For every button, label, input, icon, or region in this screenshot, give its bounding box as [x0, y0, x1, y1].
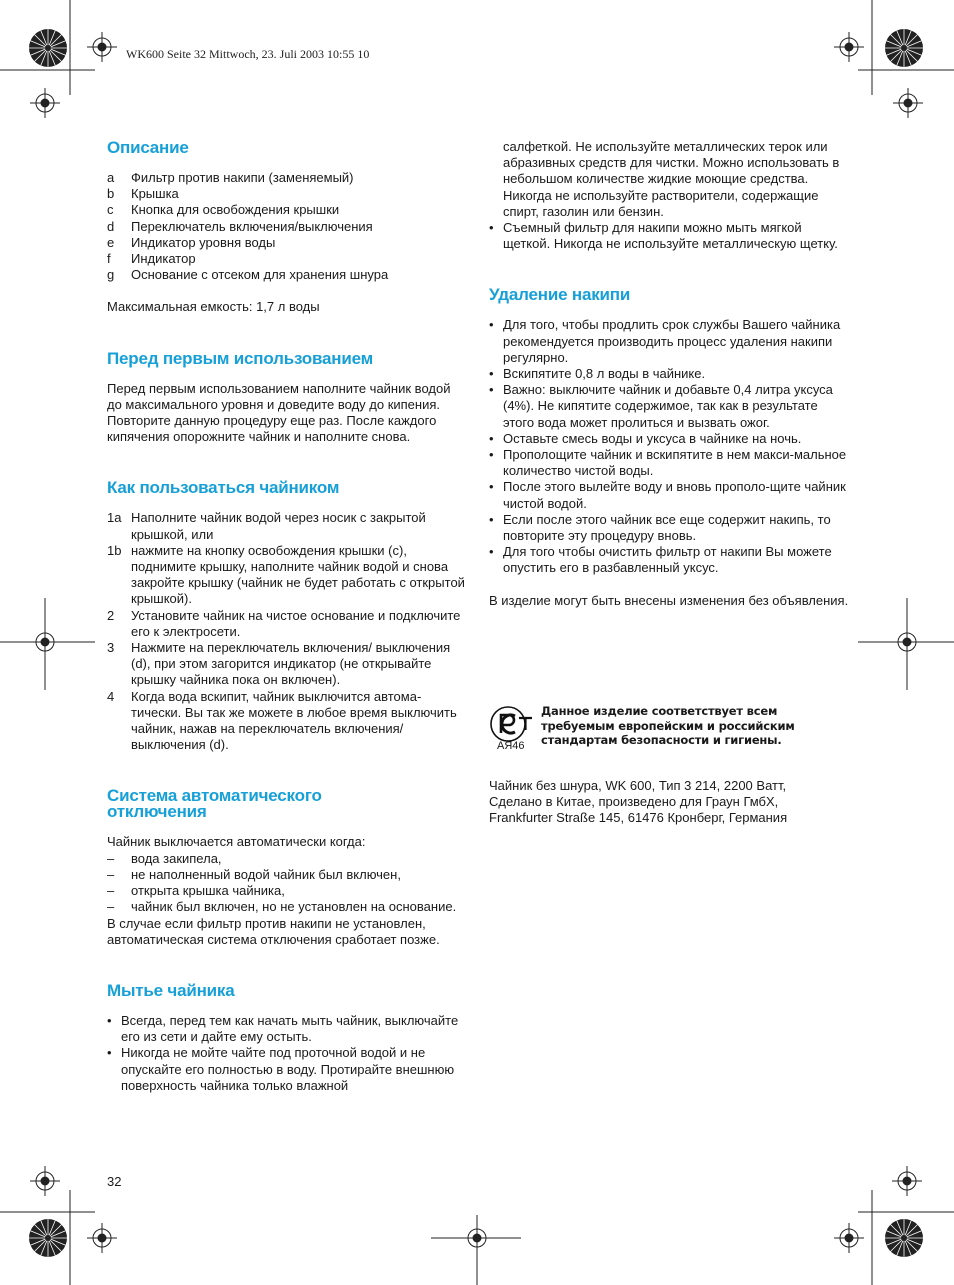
- section-title-how-to-use: Как пользоваться чайником: [107, 478, 340, 498]
- certification-code: АЯ46: [497, 740, 525, 752]
- list-item: • Вскипятите 0,8 л воды в чайнике.: [489, 366, 706, 382]
- list-item: c Кнопка для освобождения крышки: [107, 202, 340, 218]
- list-item: e Индикатор уровня воды: [107, 234, 276, 250]
- product-info-line: Сделано в Китае, произведено для Граун ГмбХ,: [489, 794, 779, 810]
- section-descaling: [489, 287, 849, 608]
- product-info-line: Frankfurter Straße 145, 61476 Кронберг, Германия: [489, 810, 788, 826]
- page-number: 32: [107, 1174, 122, 1189]
- gost-certification-icon: [489, 705, 535, 743]
- registration-mark-right-lower: [892, 1166, 922, 1196]
- list-item: • Съемный фильтр для накипи можно мыть мягкой щеткой. Никогда не используйте металлическую щетку.: [489, 220, 838, 252]
- starburst-mark-bottom-right: [884, 1218, 924, 1258]
- registration-mark-top-left: [87, 32, 117, 62]
- list-item: d Переключатель включения/выключения: [107, 218, 373, 234]
- registration-mark-left-lower: [30, 1166, 60, 1196]
- registration-mark-right-upper: [893, 88, 923, 118]
- auto-off-outro: В случае если фильтр против накипи не установлен, автоматическая система отключения сработает позже.: [107, 915, 440, 947]
- section-auto-off: [107, 788, 467, 947]
- list-item: • Если после этого чайник все еще содержит накипь, то повторите эту процедуру вновь.: [489, 511, 831, 544]
- list-item: – открыта крышка чайника,: [107, 883, 285, 899]
- registration-mark-left-middle: [30, 627, 60, 657]
- starburst-mark-top-left: [28, 28, 68, 68]
- registration-mark-right-middle: [892, 627, 922, 657]
- section-how-to-use: [107, 480, 467, 753]
- starburst-mark-top-right: [884, 28, 924, 68]
- list-item: – чайник был включен, но не установлен на основание.: [107, 899, 457, 915]
- registration-mark-bottom-left: [87, 1223, 117, 1253]
- list-item: • После этого вылейте воду и вновь прополо-щите чайник чистой водой.: [489, 479, 846, 511]
- list-item: 2 Установите чайник на чистое основание и подключите его к электросети.: [107, 607, 461, 639]
- parts-list: [107, 170, 467, 283]
- section-title-description: Описание: [107, 138, 189, 157]
- starburst-mark-bottom-left: [28, 1218, 68, 1258]
- list-item: g Основание с отсеком для хранения шнура: [107, 267, 389, 283]
- list-item: • Никогда не мойте чайте под проточной водой и не опускайте его полностью в воду. Протирайте внешнюю поверхность чайника только влажной: [107, 1045, 455, 1093]
- registration-mark-bottom-right: [834, 1223, 864, 1253]
- list-item: f Индикатор: [107, 251, 196, 267]
- list-item: 1a Наполните чайник водой через носик с закрытой крышкой, или: [107, 510, 426, 542]
- list-item: • Для того чтобы очистить фильтр от накипи Вы можете опустить его в разбавленный уксус.: [489, 544, 832, 576]
- auto-off-intro: Чайник выключается автоматически когда:: [107, 834, 366, 850]
- product-info: [489, 778, 849, 827]
- certification-text: Данное изделие соответствует всем требуемым европейским и российским стандартам безопасности и гигиены.: [541, 704, 795, 747]
- section-title-auto-off: Система автоматического отключения: [107, 786, 322, 822]
- section-title-first-use: Перед первым использованием: [107, 348, 374, 368]
- list-item: a Фильтр против накипи (заменяемый): [107, 170, 354, 185]
- changes-notice: В изделие могут быть внесены изменения без объявления.: [489, 592, 849, 608]
- print-header: WK600 Seite 32 Mittwoch, 23. Juli 2003 10:55 10: [126, 47, 370, 61]
- section-first-use: [107, 348, 467, 446]
- list-item: 1b нажмите на кнопку освобождения крышки (c), поднимите крышку, наполните чайник водой и снова закройте крышку (чайник не будет работать с открытой крышкой).: [107, 542, 465, 607]
- left-column: [107, 140, 467, 1094]
- section-title-descaling: Удаление накипи: [489, 285, 631, 305]
- list-item: • Для того, чтобы продлить срок службы Вашего чайника рекомендуется производить процесс удаления накипи регулярно.: [489, 317, 841, 365]
- registration-mark-top-right: [834, 32, 864, 62]
- section-title-cleaning: Мытье чайника: [107, 980, 235, 1000]
- capacity-text: Максимальная емкость: 1,7 л воды: [107, 299, 320, 315]
- first-use-text: Перед первым использованием наполните чайник водой до максимального уровня и доведите воду до кипения. Повторите данную процедуру еще раз. После каждого кипячения опорожните чайник и наполните снова.: [107, 380, 451, 445]
- section-cleaning: [107, 980, 467, 1094]
- cleaning-continued: салфеткой. Не используйте металлических терок или абразивных средств для чистки. Можно использовать в небольшом количестве жидкие моющие средства. Никогда не используйте растворители, содержащие спирт, газолин или бензин.: [503, 139, 840, 219]
- list-item: • Важно: выключите чайник и добавьте 0,4 литра уксуса (4%). Не кипятите содержимое, так как в результате этого вода может пролиться и вызвать ожог.: [489, 382, 833, 430]
- list-item: • Прополощите чайник и вскипятите в нем макси-мальное количество чистой воды.: [489, 447, 847, 479]
- product-info-line: Чайник без шнура, WK 600, Тип 3 214, 2200 Ватт,: [489, 778, 787, 793]
- list-item: b Крышка: [107, 186, 179, 202]
- list-item: – вода закипела,: [107, 850, 222, 866]
- section-description: [107, 140, 467, 316]
- list-item: – не наполненный водой чайник был включен,: [107, 866, 401, 882]
- registration-mark-bottom-center: [462, 1223, 492, 1253]
- list-item: • Всегда, перед тем как начать мыть чайник, выключайте его из сети и дайте ему остыть.: [107, 1012, 459, 1045]
- list-item: 4 Когда вода вскипит, чайник выключится автома-тически. Вы так же можете в любое время выключить чайник, нажав на переключатель включения/выключения (d).: [107, 688, 457, 753]
- right-column: [489, 139, 849, 609]
- list-item: • Оставьте смесь воды и уксуса в чайнике на ночь.: [489, 430, 802, 446]
- list-item: 3 Нажмите на переключатель включения/ выключения (d), при этом загорится индикатор (не открывайте крышку чайника пока он включен).: [107, 640, 451, 688]
- registration-mark-left-upper: [30, 88, 60, 118]
- certification-block: [489, 703, 849, 759]
